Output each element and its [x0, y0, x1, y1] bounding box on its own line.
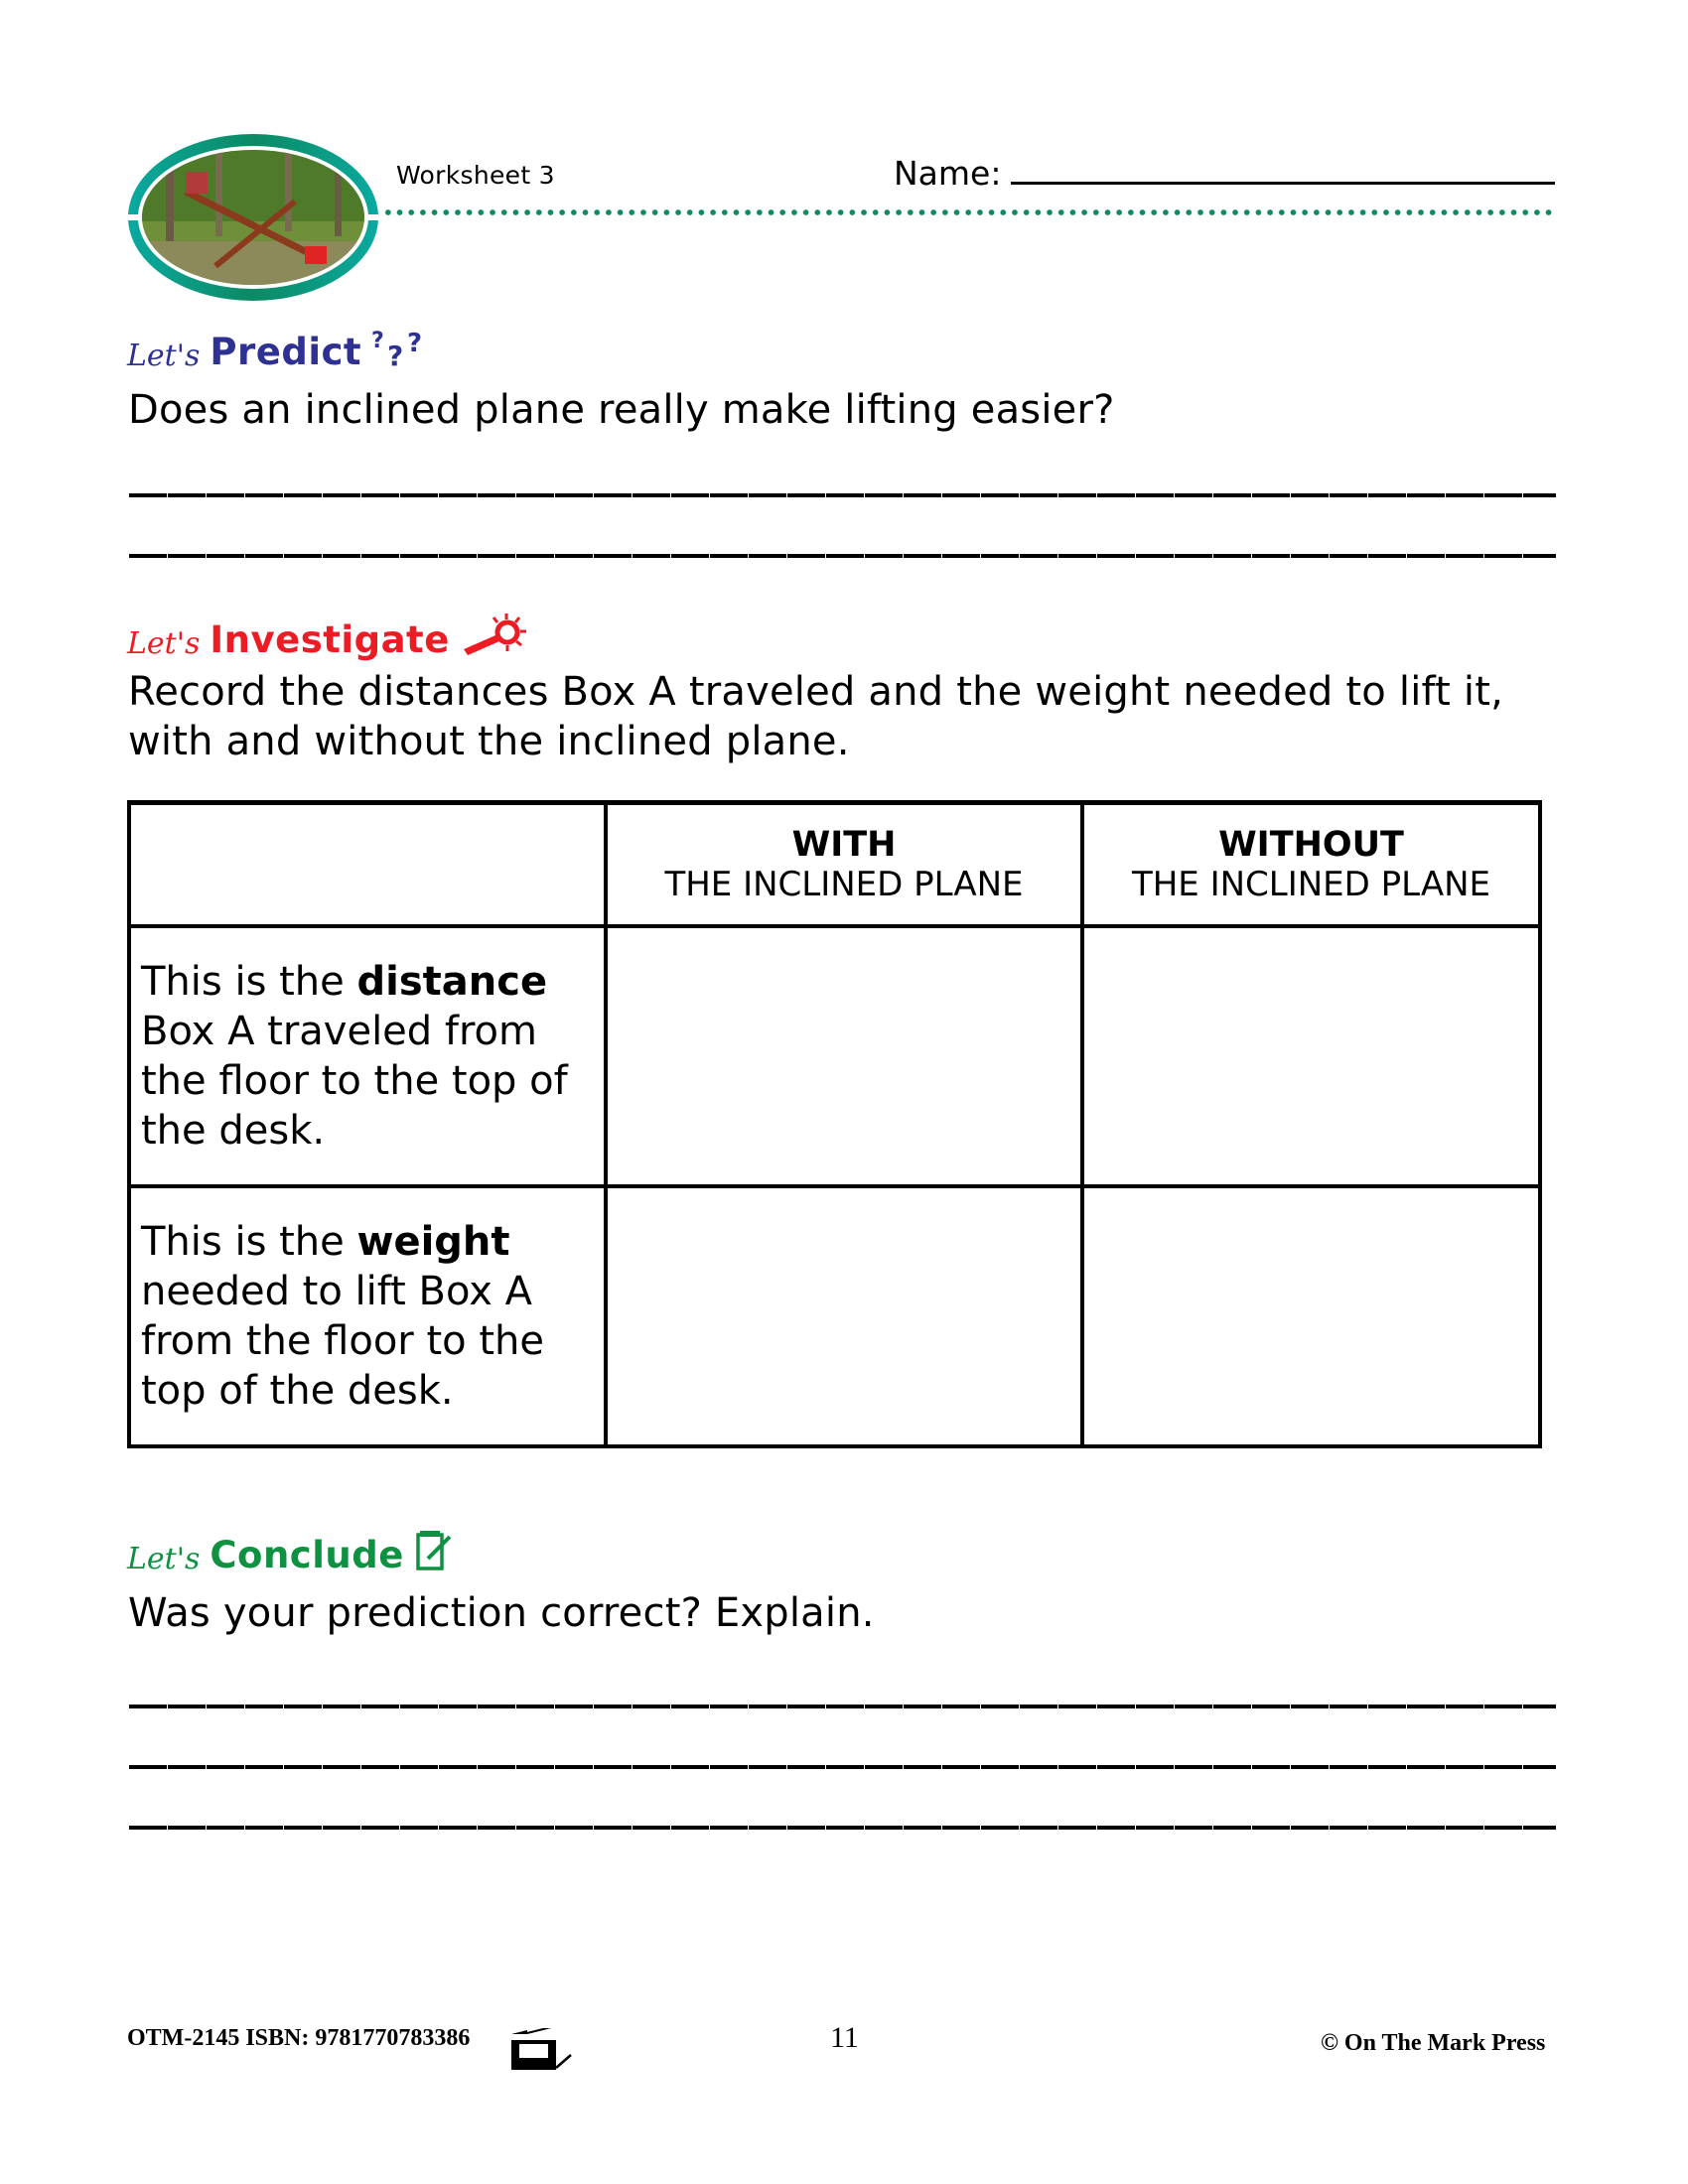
conclude-answer-line-2[interactable] [129, 1765, 1556, 1769]
row-label-text: This is the [141, 1218, 357, 1265]
svg-text:?: ? [407, 329, 423, 358]
magnifying-glass-icon [460, 612, 529, 661]
predict-answer-line-2[interactable] [129, 554, 1556, 558]
notepad-pencil-icon [414, 1529, 454, 1576]
conclude-answer-line-3[interactable] [129, 1826, 1556, 1830]
results-table [127, 800, 1542, 1448]
name-label: Name: [894, 154, 1002, 193]
conclude-answer-line-1[interactable] [129, 1705, 1556, 1708]
name-input-line[interactable] [1011, 182, 1555, 185]
footer-code-isbn: OTM-2145 ISBN: 9781770783386 [127, 2025, 471, 2051]
table-header-empty [129, 803, 606, 926]
table-row-distance [129, 926, 1540, 1186]
header-strong: WITHOUT [1218, 824, 1404, 865]
row-label-distance [129, 926, 606, 1186]
worksheet-label: Worksheet 3 [396, 161, 555, 190]
section-title: Predict [210, 331, 362, 373]
section-header-predict [127, 326, 427, 373]
section-header-conclude [127, 1529, 454, 1576]
investigate-instructions: Record the distances Box A traveled and the weight needed to lift it, with and without the inclined plane. [128, 669, 1503, 764]
cell-distance-with[interactable] [606, 926, 1082, 1186]
conclude-question: Was your prediction correct? Explain. [128, 1590, 875, 1636]
copier-icon [509, 2028, 609, 2070]
table-header-row [129, 803, 1540, 926]
dotted-divider [382, 209, 1556, 215]
header-sub: THE INCLINED PLANE [664, 864, 1024, 904]
cell-weight-with[interactable] [606, 1186, 1082, 1446]
section-header-investigate [127, 612, 529, 661]
table-header-with [606, 803, 1082, 926]
lets-label: Let's [127, 1542, 201, 1576]
header-sub: THE INCLINED PLANE [1131, 864, 1491, 904]
row-label-weight [129, 1186, 606, 1446]
question-marks-icon [371, 326, 427, 373]
logo-oval-image [126, 132, 380, 303]
copyright: © On The Mark Press [1321, 2030, 1546, 2056]
row-label-keyword: distance [356, 958, 548, 1005]
svg-text:?: ? [387, 340, 404, 369]
header-strong: WITH [791, 824, 897, 865]
section-title: Conclude [210, 1534, 404, 1576]
table-header-without [1082, 803, 1540, 926]
predict-answer-line-1[interactable] [129, 493, 1556, 497]
table-row-weight [129, 1186, 1540, 1446]
row-label-text: needed to lift Box A from the floor to the top of the desk. [141, 1268, 544, 1414]
svg-text:?: ? [371, 329, 384, 353]
lets-label: Let's [127, 339, 201, 373]
row-label-text: This is the [141, 958, 357, 1005]
cell-distance-without[interactable] [1082, 926, 1540, 1186]
cell-weight-without[interactable] [1082, 1186, 1540, 1446]
page-number: 11 [830, 2021, 859, 2054]
section-title: Investigate [210, 618, 450, 661]
predict-question: Does an inclined plane really make lifting easier? [128, 387, 1115, 433]
row-label-keyword: weight [356, 1218, 510, 1265]
lets-label: Let's [127, 626, 201, 661]
row-label-text: Box A traveled from the floor to the top of the desk. [141, 1008, 568, 1154]
